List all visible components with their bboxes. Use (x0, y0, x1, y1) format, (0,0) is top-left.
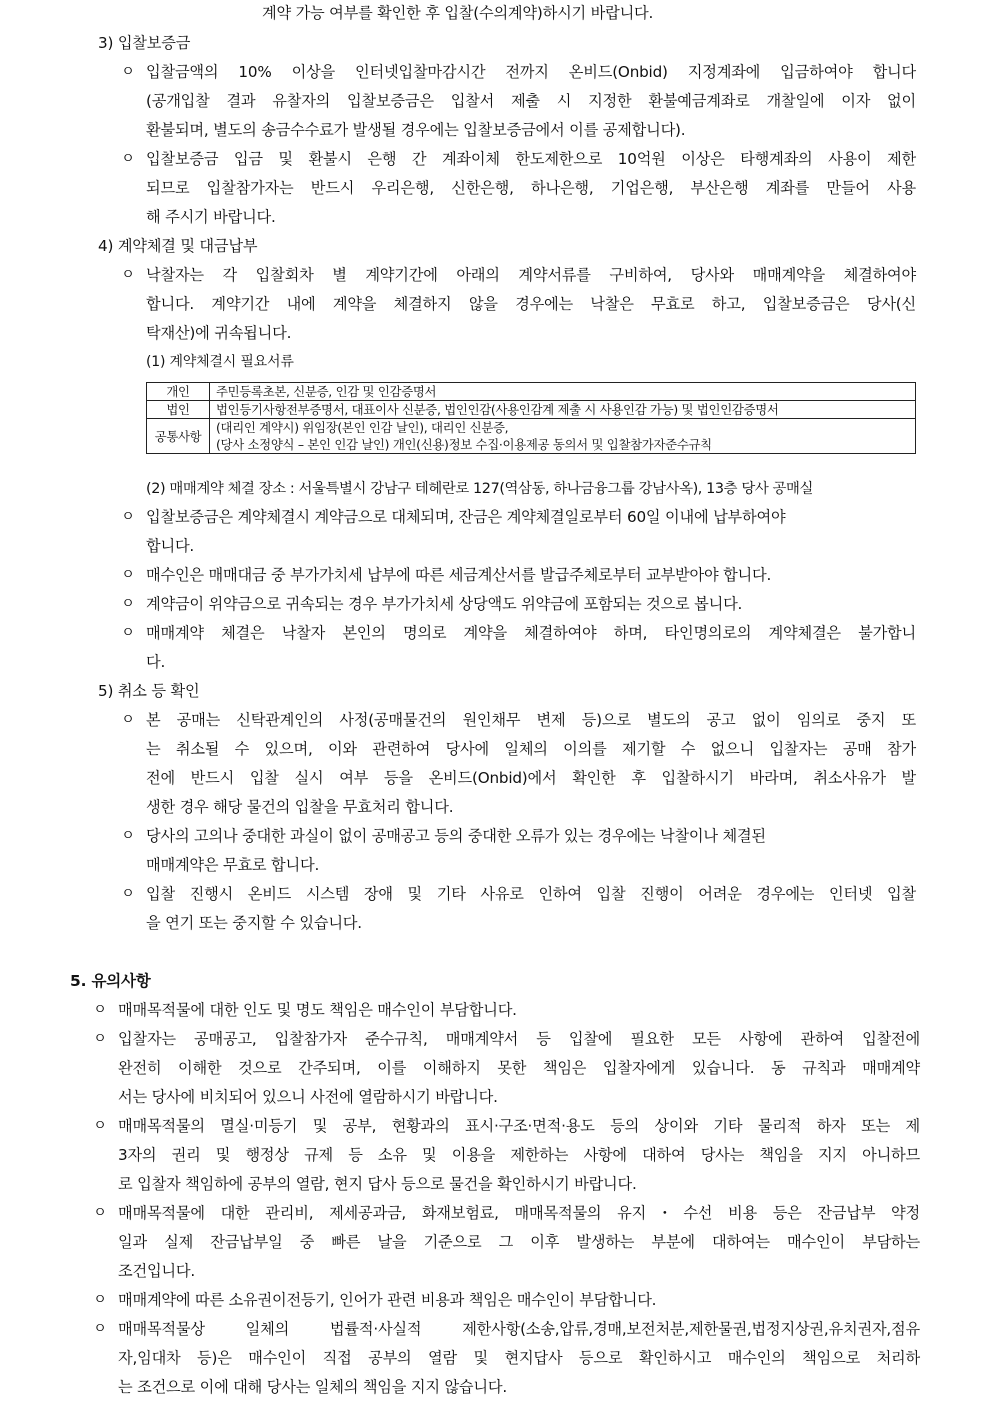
table-row (147, 383, 916, 401)
table-row (147, 401, 916, 419)
bullet-circle-icon: ㅇ (121, 509, 135, 525)
table-cell-common (210, 419, 916, 454)
top-line: 계약 가능 여부를 확인한 후 입찰(수의계약)하시기 바랍니다. (262, 4, 654, 22)
notes-b6-line-1: 매매목적물상 일체의 법률적·사실적 제한사항(소송,압류,경매,보전처분,제한물권,법정지상권,유치권자,점유 (118, 1320, 920, 1338)
notes-heading: 5. 유의사항 (70, 972, 151, 990)
notes-b2-line-1: 입찰자는 공매공고, 입찰참가자 준수규칙, 매매계약서 등 입찰에 필요한 모든 사항에 관하여 입찰전에 (118, 1030, 920, 1048)
bullet-circle-icon: ㅇ (121, 886, 135, 902)
table-cell-common-line-1: (대리인 계약시) 위임장(본인 인감 날인), 대리인 신분증, (216, 420, 509, 435)
notes-b4-line-2: 일과 실제 잔금납부일 중 빠른 날을 기준으로 그 이후 발생하는 부분에 대하여는 매수인이 부담하는 (118, 1233, 920, 1251)
notes-b4-line-1: 매매목적물에 대한 관리비, 제세공과금, 화재보험료, 매매목적물의 유지・수선 비용 등은 잔금납부 약정 (118, 1204, 920, 1222)
table-cell-common-line-2: (당사 소정양식 – 본인 인감 날인) 개인(신용)정보 수집·이용제공 동의서 및 입찰참가자준수규칙 (216, 437, 712, 452)
s3-b2-line-1: 입찰보증금 입금 및 환불시 은행 간 계좌이체 한도제한으로 10억원 이상은 타행계좌의 사용이 제한 (146, 150, 916, 168)
bullet-circle-icon: ㅇ (121, 64, 135, 80)
s5-b1-line-2: 는 취소될 수 있으며, 이와 관련하여 당사에 일체의 이의를 제기할 수 없으니 입찰자는 공매 참가 (146, 740, 916, 758)
s5-b3-line-2: 을 연기 또는 중지할 수 있습니다. (146, 914, 362, 932)
notes-b4-line-3: 조건입니다. (118, 1262, 195, 1280)
s5-b1-line-4: 생한 경우 해당 물건의 입찰을 무효처리 합니다. (146, 798, 454, 816)
section-5-heading: 5) 취소 등 확인 (98, 682, 200, 700)
s4-b1-line-3: 탁재산)에 귀속됩니다. (146, 324, 292, 342)
s4-b1-line-1: 낙찰자는 각 입찰회차 별 계약기간에 아래의 계약서류를 구비하여, 당사와 매매계약을 체결하여야 (146, 266, 916, 284)
s4-sub1-heading: (1) 계약체결시 필요서류 (146, 354, 294, 370)
s4-b1-line-2: 합니다. 계약기간 내에 계약을 체결하지 않을 경우에는 낙찰은 무효로 하고, 입찰보증금은 당사(신 (146, 295, 916, 313)
s3-b1-line-2: (공개입찰 결과 유찰자의 입찰보증금은 입찰서 제출 시 지정한 환불예금계좌로 개찰일에 이자 없이 (146, 92, 916, 110)
bullet-circle-icon: ㅇ (121, 625, 135, 641)
s4-sub2-contract-place: (2) 매매계약 체결 장소 : 서울특별시 강남구 테헤란로 127(역삼동, 하나금융그룹 강남사옥), 13층 당사 공매실 (146, 481, 814, 497)
table-row (147, 419, 916, 454)
s3-b2-line-2: 되므로 입찰참가자는 반드시 우리은행, 신한은행, 하나은행, 기업은행, 부산은행 계좌를 만들어 사용 (146, 179, 916, 197)
s5-b2-line-2: 매매계약은 무효로 합니다. (146, 856, 320, 874)
bullet-circle-icon: ㅇ (121, 596, 135, 612)
bullet-circle-icon: ㅇ (121, 828, 135, 844)
table-cell-individual: 주민등록초본, 신분증, 인감 및 인감증명서 (210, 383, 916, 401)
notes-b6-line-2: 자,임대차 등)은 매수인이 직접 공부의 열람 및 현지답사 등으로 확인하시고 매수인의 책임으로 처리하 (118, 1349, 920, 1367)
bullet-circle-icon: ㅇ (93, 1321, 107, 1337)
bullet-circle-icon: ㅇ (93, 1205, 107, 1221)
bullet-circle-icon: ㅇ (121, 267, 135, 283)
s4-b5-line-1: 매매계약 체결은 낙찰자 본인의 명의로 계약을 체결하여야 하며, 타인명의로의 계약체결은 불가합니 (146, 624, 916, 642)
s4-b2-line-1: 입찰보증금은 계약체결시 계약금으로 대체되며, 잔금은 계약체결일로부터 60일 이내에 납부하여야 (146, 508, 786, 526)
notes-b2-line-3: 서는 당사에 비치되어 있으니 사전에 열람하시기 바랍니다. (118, 1088, 498, 1106)
bullet-circle-icon: ㅇ (93, 1292, 107, 1308)
notes-b6-line-3: 는 조건으로 이에 대해 당사는 일체의 책임을 지지 않습니다. (118, 1378, 507, 1396)
notes-b3-line-3: 로 입찰자 책임하에 공부의 열람, 현지 답사 등으로 물건을 확인하시기 바랍니다. (118, 1175, 637, 1193)
s5-b2-line-1: 당사의 고의나 중대한 과실이 없이 공매공고 등의 중대한 오류가 있는 경우에는 낙찰이나 체결된 (146, 827, 766, 845)
bullet-circle-icon: ㅇ (93, 1031, 107, 1047)
bullet-circle-icon: ㅇ (121, 151, 135, 167)
table-head-individual: 개인 (147, 383, 210, 401)
s3-b1-line-3: 환불되며, 별도의 송금수수료가 발생될 경우에는 입찰보증금에서 이를 공제합니다). (146, 121, 686, 139)
bullet-circle-icon: ㅇ (121, 567, 135, 583)
table-cell-corporation: 법인등기사항전부증명서, 대표이사 신분증, 법인인감(사용인감계 제출 시 사용인감 가능) 및 법인인감증명서 (210, 401, 916, 419)
s4-b4: 계약금이 위약금으로 귀속되는 경우 부가가치세 상당액도 위약금에 포함되는 것으로 봅니다. (146, 595, 743, 613)
bullet-circle-icon: ㅇ (121, 712, 135, 728)
s5-b3-line-1: 입찰 진행시 온비드 시스템 장애 및 기타 사유로 인하여 입찰 진행이 어려운 경우에는 인터넷 입찰 (146, 885, 916, 903)
bullet-circle-icon: ㅇ (93, 1118, 107, 1134)
s3-b1-line-1: 입찰금액의 10% 이상을 인터넷입찰마감시간 전까지 온비드(Onbid) 지정계좌에 입금하여야 합니다 (146, 63, 916, 81)
notes-b3-line-2: 3자의 권리 및 행정상 규제 등 소유 및 이용을 제한하는 사항에 대하여 당사는 책임을 지지 아니하므 (118, 1146, 920, 1164)
required-documents-table (146, 382, 916, 454)
notes-b3-line-1: 매매목적물의 멸실·미등기 및 공부, 현황과의 표시·구조·면적·용도 등의 상이와 기타 물리적 하자 또는 제 (118, 1117, 920, 1135)
s4-b5-line-2: 다. (146, 653, 166, 671)
notes-b5: 매매계약에 따른 소유권이전등기, 인어가 관련 비용과 책임은 매수인이 부담합니다. (118, 1291, 657, 1309)
notes-b1: 매매목적물에 대한 인도 및 명도 책임은 매수인이 부담합니다. (118, 1001, 517, 1019)
bullet-circle-icon: ㅇ (93, 1002, 107, 1018)
s4-b3: 매수인은 매매대금 중 부가가치세 납부에 따른 세금계산서를 발급주체로부터 교부받아야 합니다. (146, 566, 772, 584)
section-4-heading: 4) 계약체결 및 대금납부 (98, 237, 258, 255)
notes-b2-line-2: 완전히 이해한 것으로 간주되며, 이를 이해하지 못한 책임은 입찰자에게 있습니다. 동 규칙과 매매계약 (118, 1059, 920, 1077)
section-3-heading: 3) 입찰보증금 (98, 34, 191, 52)
s5-b1-line-3: 전에 반드시 입찰 실시 여부 등을 온비드(Onbid)에서 확인한 후 입찰하시기 바라며, 취소사유가 발 (146, 769, 916, 787)
table-head-corporation: 법인 (147, 401, 210, 419)
s4-b2-line-2: 합니다. (146, 537, 195, 555)
table-head-common: 공통사항 (147, 419, 210, 454)
s3-b2-line-3: 해 주시기 바랍니다. (146, 208, 276, 226)
s5-b1-line-1: 본 공매는 신탁관계인의 사정(공매물건의 원인채무 변제 등)으로 별도의 공고 없이 임의로 중지 또 (146, 711, 916, 729)
